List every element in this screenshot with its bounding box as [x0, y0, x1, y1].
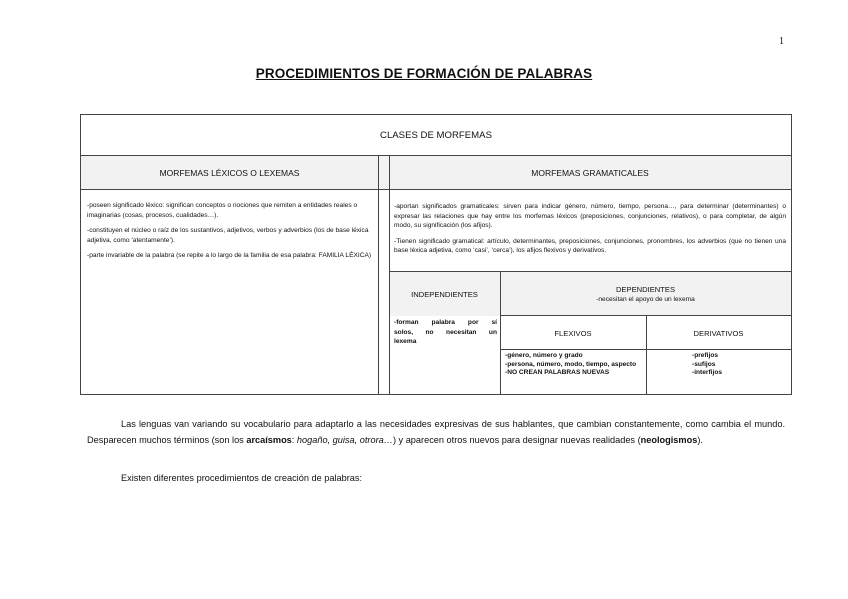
table-border [646, 315, 647, 395]
independientes-header: INDEPENDIENTES [389, 272, 500, 316]
lexicos-description [81, 190, 378, 267]
gramaticales-item: -Tienen significado gramatical: artículo, determinantes, preposiciones, conjunciones, pronombres, los adverbios (que no tienen una base léxica adjetiva, como ‘casi’, ‘cerca’), los afijos flexivos y derivativos. [394, 237, 786, 255]
table-border [80, 394, 792, 395]
gramaticales-header: MORFEMAS GRAMATICALES [389, 156, 791, 190]
table-border [791, 114, 792, 395]
table-border [389, 271, 792, 272]
lexicos-item: -constituyen el núcleo o raíz de los sustantivos, adjetivos, verbos y adverbios (los de base léxica adjetiva, como ‘atentamente’). [87, 227, 369, 244]
paragraph-text: ). [697, 434, 703, 445]
table-border [389, 155, 390, 395]
gramaticales-item: -aportan significados gramaticales: sirven para indicar género, número, tiempo, persona…, para determinar (determinantes) o expresar las relaciones que hay entre los morfemas léxicos (preposiciones, conjunciones, relativos), o para completar, de algún modo, su significación (los afijos). [394, 203, 786, 230]
flexivos-item: -género, número y grado [505, 352, 583, 359]
paragraph-text: Existen diferentes procedimientos de creación de palabras: [121, 473, 363, 483]
archaic-examples: hogaño, guisa, otrora… [296, 434, 393, 445]
derivativos-item: -prefijos [692, 352, 719, 359]
table-border [80, 114, 81, 395]
dependientes-header: DEPENDIENTES [615, 285, 676, 294]
flexivos-list [500, 350, 646, 378]
term-neologismos: neologismos [640, 434, 698, 445]
lexicos-header: MORFEMAS LÉXICOS O LEXEMAS [81, 156, 378, 190]
intro-paragraph [87, 417, 785, 448]
flexivos-item: -NO CREAN PALABRAS NUEVAS [505, 369, 610, 377]
derivativos-header: DERIVATIVOS [693, 328, 744, 338]
independientes-description: -forman palabra por sí solos, no necesitan un lexema [394, 319, 497, 346]
table-border [378, 155, 379, 395]
table-heading: CLASES DE MORFEMAS [380, 130, 492, 141]
table-border [80, 189, 792, 190]
gramaticales-description [389, 190, 791, 262]
derivativos-item: -interfijos [692, 369, 723, 377]
lexicos-item: -parte invariable de la palabra (se repite a lo largo de la familia de esa palabra: FAMILIA LÉXICA) [87, 252, 372, 260]
table-border [500, 271, 501, 395]
page-title: PROCEDIMIENTOS DE FORMACIÓN DE PALABRAS [255, 66, 593, 81]
separator-column [378, 156, 389, 190]
paragraph-text: ) y aparecen otros nuevos para designar nuevas realidades ( [392, 434, 641, 445]
paragraph-text: : [291, 434, 297, 445]
flexivos-header: FLEXIVOS [554, 328, 592, 338]
flexivos-item: -persona, número, modo, tiempo, aspecto [505, 360, 637, 368]
lexicos-item: -poseen significado léxico: significan conceptos o nociones que remiten a entidades reales o imaginarias (cosas, procesos, cualidades…). [87, 202, 358, 219]
table-border [80, 155, 792, 156]
table-border [80, 114, 792, 115]
derivativos-item: -sufijos [692, 360, 716, 368]
derivativos-list [646, 350, 791, 378]
dependientes-subheader: -necesitan el apoyo de un lexema [596, 296, 695, 303]
procedures-paragraph [87, 471, 785, 487]
term-arcaismos: arcaísmos [246, 434, 292, 445]
page-number: 1 [779, 36, 784, 47]
dependientes-header-cell [500, 272, 791, 316]
paragraph-text: Las lenguas van variando su vocabulario para adaptarlo a las necesidades expresivas de sus hablantes, que cambian constantemente, como cambia el mundo. Desparecen muchos términos (son los [87, 419, 785, 445]
